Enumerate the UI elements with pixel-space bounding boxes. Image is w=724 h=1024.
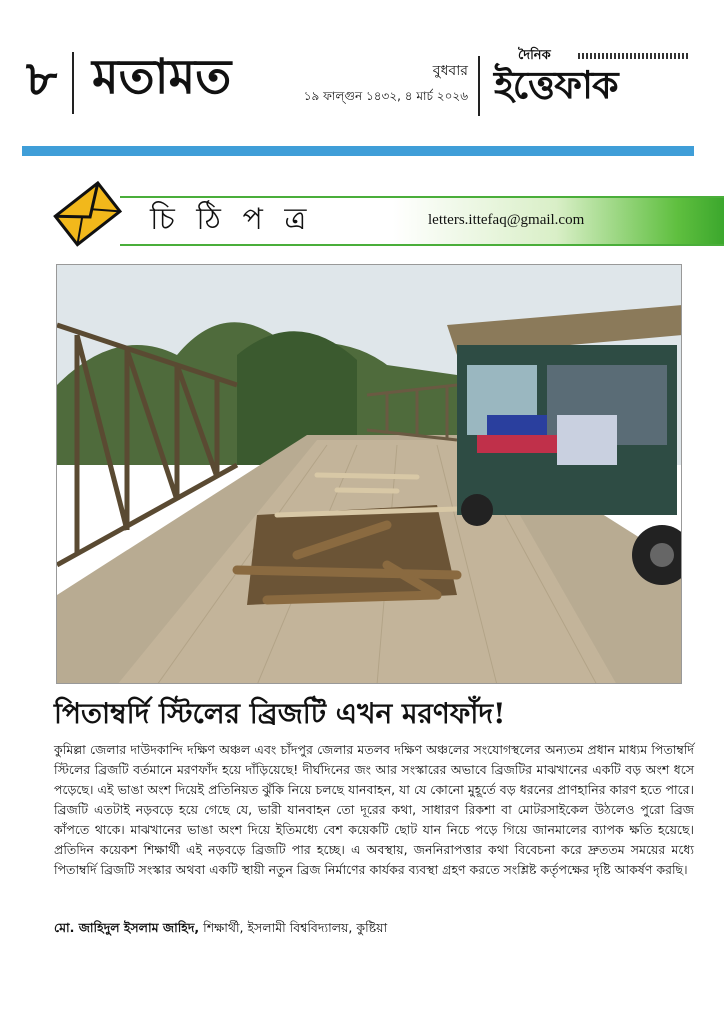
page-number: ৮ <box>26 51 58 107</box>
bridge-photo-illustration <box>57 265 682 684</box>
letters-email[interactable]: letters.ittefaq@gmail.com <box>428 212 585 228</box>
brand-logo: ইত্তেফাক <box>494 62 618 107</box>
brand-prefix: দৈনিক <box>518 48 551 63</box>
article-body: কুমিল্লা জেলার দাউদকান্দি দক্ষিণ অঞ্চল এবং চাঁদপুর জেলার মতলব দক্ষিণ অঞ্চলের সংযোগস্থলের অন্যতম প্রধান মাধ্যম পিতাম্বর্দি স্টিলের ব্রিজটি বর্তমানে মরণফাঁদ হয়ে দাঁড়িয়েছে! দীর্ঘদিনের জং আর সংস্কারের অভাবে ব্রিজটির মাঝখানের একটি বড় অংশ ধসে পড়েছে। এই ভাঙা অংশ দিয়েই প্রতিনিয়ত ঝুঁকি নিয়ে চলছে যানবাহন, যা যে কোনো মুহূর্তে বড় ধরনের প্রাণহানির কারণ হতে পারে। ব্রিজটি এতটাই নড়বড়ে হয়ে গেছে যে, ভারী যানবাহন তো দূরের কথা, সাধারণ রিকশা বা মোটরসাইকেল উঠলেও পুরো ব্রিজ কাঁপতে থাকে। মাঝখানের ভাঙা অংশ দিয়ে ইতিমধ্যে বেশ কয়েকটি ছোট যান নিচে পড়ে গিয়ে জানমালের ব্যাপক ক্ষতি হয়েছে। প্রতিদিন কয়েকশ শিক্ষার্থী এই নড়বড়ে ব্রিজটি পার হচ্ছে। এ অবস্থায়, জননিরাপত্তার কথা বিবেচনা করে দ্রুততম সময়ের মধ্যে পিতাম্বর্দি ব্রিজটি সংস্কার অথবা একটি স্থায়ী নতুন ব্রিজ নির্মাণের কার্যকর ব্যবস্থা গ্রহণ করতে সংশ্লিষ্ট কর্তৃপক্ষের দৃষ্টি আকর্ষণ করছি। <box>54 742 694 877</box>
article-headline: পিতাম্বর্দি স্টিলের ব্রিজটি এখন মরণফাঁদ! <box>54 697 506 730</box>
envelope-icon <box>46 172 128 254</box>
masthead-divider <box>72 52 74 114</box>
issue-day: বুধবার <box>432 63 468 79</box>
section-rule <box>22 146 694 156</box>
brand-tagline-strip <box>578 53 688 59</box>
author-name: মো. জাহিদুল ইসলাম জাহিদ, <box>54 920 200 935</box>
banner-title: চি ঠি প ত্র <box>150 202 313 237</box>
article-photo <box>56 264 682 684</box>
issue-date: ১৯ ফাল্গুন ১৪৩২, ৪ মার্চ ২০২৬ <box>303 89 468 103</box>
masthead <box>0 0 724 140</box>
author-affiliation: শিক্ষার্থী, ইসলামী বিশ্ববিদ্যালয়, কুষ্টিয়া <box>199 920 388 935</box>
article-byline <box>54 918 694 938</box>
letters-banner <box>46 172 686 254</box>
section-title: মতামত <box>92 49 232 105</box>
masthead-divider-right <box>478 56 480 116</box>
